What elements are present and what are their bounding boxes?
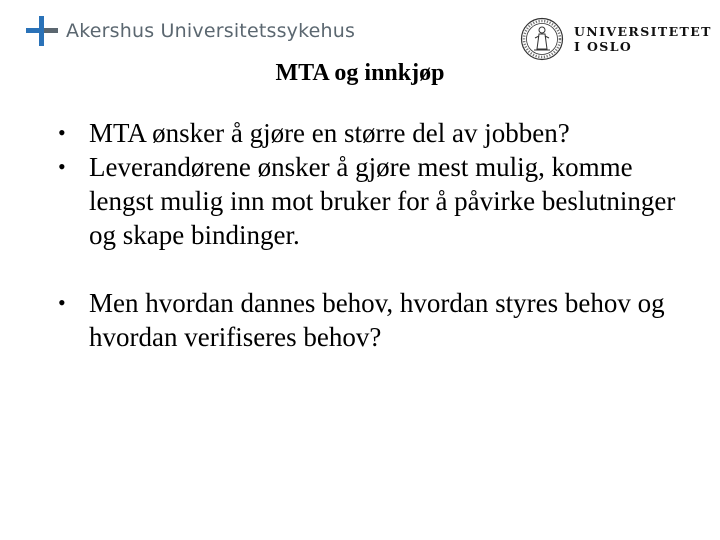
ahus-name: Akershus Universitetssykehus — [66, 20, 356, 42]
bullet-marker: • — [58, 154, 66, 179]
bullet-text: Leverandørene ønsker å gjøre mest mulig, komme lengst mulig inn mot bruker for å påvirke beslutninger og skape bindinger. — [89, 152, 676, 250]
bullet-item — [58, 286, 698, 354]
uio-wordmark-line-1: UNIVERSITETET — [574, 24, 712, 39]
uio-wordmark-line-2: I OSLO — [574, 39, 633, 54]
bullet-text: MTA ønsker å gjøre en større del av jobben? — [89, 118, 570, 148]
bullet-text: Men hvordan dannes behov, hvordan styres behov og hvordan verifiseres behov? — [89, 288, 665, 352]
bullet-marker: • — [58, 120, 66, 145]
slide-title: MTA og innkjøp — [275, 60, 445, 86]
university-seal-icon — [520, 17, 564, 61]
bullet-list — [58, 116, 698, 354]
bullet-item — [58, 116, 698, 150]
ahus-cross-icon — [26, 16, 58, 46]
uio-wordmark — [574, 24, 712, 54]
bullet-marker: • — [58, 290, 66, 315]
bullet-item — [58, 150, 698, 252]
ahus-logo — [26, 16, 355, 46]
uio-logo — [520, 17, 712, 61]
